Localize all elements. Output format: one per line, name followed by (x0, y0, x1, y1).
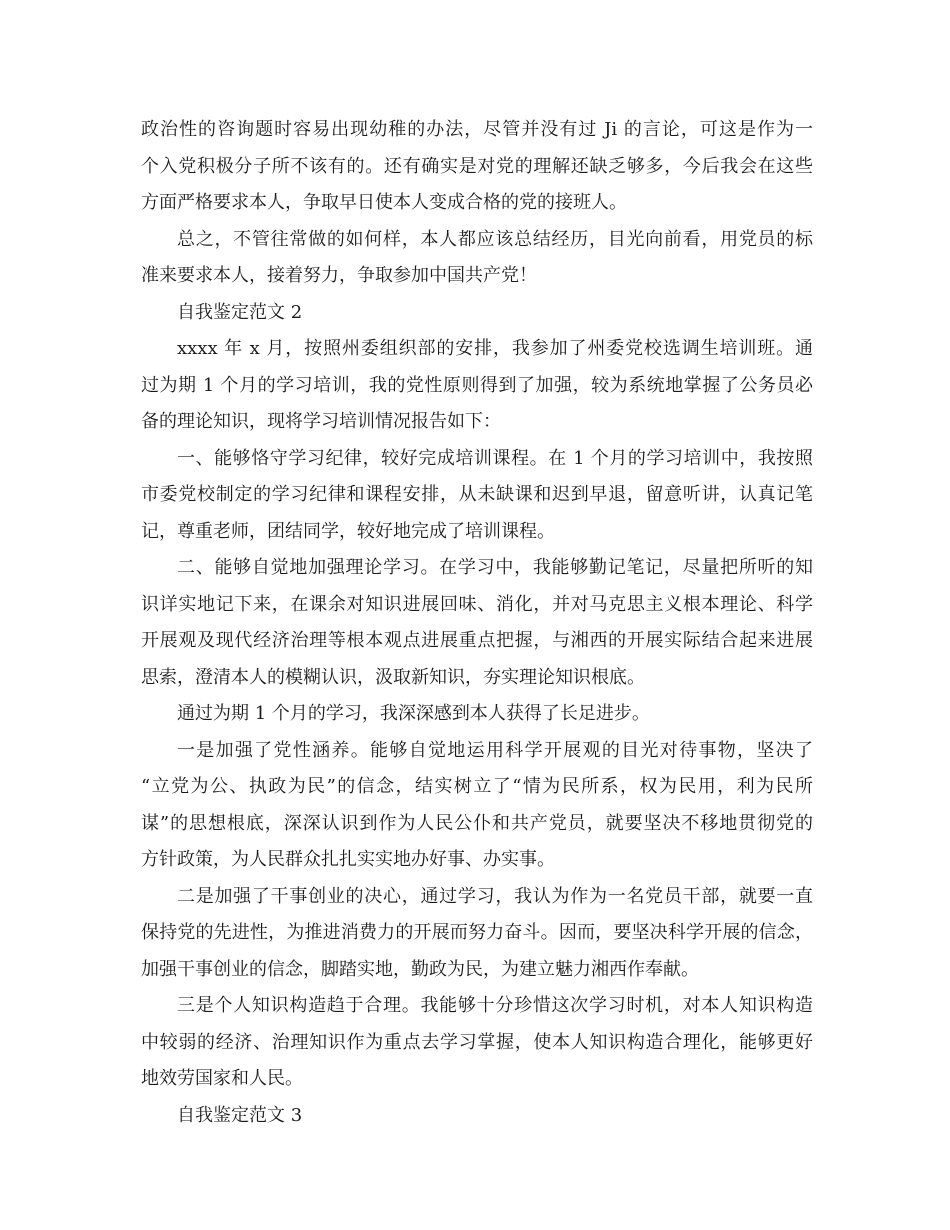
paragraph-2 (141, 222, 813, 295)
document-body (141, 112, 813, 1134)
text-line: 总之，不管往常做的如何样，本人都应该总结经历，目光向前看，用党员的标 (177, 228, 813, 250)
text-line: 加强干事创业的信念，脚踏实地，勤政为民，为建立魅力湘西作奉献。 (141, 958, 699, 980)
paragraph-3 (141, 331, 813, 441)
text-line: 识详实地记下来，在课余对知识进展回味、消化，并对马克思主义根本理论、科学 (141, 593, 813, 615)
paragraph-4 (141, 441, 813, 551)
text-line: 二是加强了干事创业的决心，通过学习，我认为作为一名党员干部，就要一直 (177, 885, 813, 907)
text-line: 过为期 1 个月的学习培训，我的党性原则得到了加强，较为系统地掌握了公务员必 (141, 374, 813, 396)
text-line: 开展观及现代经济治理等根本观点进展重点把握，与湘西的开展实际结合起来进展 (141, 630, 813, 651)
text-line: 中较弱的经济、治理知识作为重点去学习掌握，使本人知识构造合理化，能够更好 (141, 1031, 813, 1053)
text-line: 通过为期 1 个月的学习，我深深感到本人获得了长足进步。 (177, 703, 650, 724)
text-line: “立党为公、执政为民”的信念，结实树立了“情为民所系，权为民用，利为民所 (141, 776, 813, 797)
section-heading-2 (141, 295, 813, 332)
paragraph-8 (141, 879, 813, 989)
text-line: 一、能够恪守学习纪律，较好完成培训课程。在 1 个月的学习培训中，我按照 (177, 447, 813, 469)
text-line: 保持党的先进性，为推进消费力的开展而努力奋斗。因而，要坚决科学开展的信念， (141, 922, 813, 943)
paragraph-6 (141, 696, 813, 733)
text-line: xxxx 年 x 月，按照州委组织部的安排，我参加了州委党校选调生培训班。通 (177, 338, 813, 359)
text-line: 一是加强了党性涵养。能够自觉地运用科学开展观的目光对待事物，坚决了 (177, 739, 813, 761)
text-line: 个入党积极分子所不该有的。还有确实是对党的理解还缺乏够多，今后我会在这些 (141, 155, 813, 177)
section-heading-3 (141, 1098, 813, 1135)
text-line: 谋”的思想根底，深深认识到作为人民公仆和共产党员，就要坚决不移地贯彻党的 (141, 812, 813, 834)
text-line: 方面严格要求本人，争取早日使本人变成合格的党的接班人。 (141, 192, 627, 213)
text-line: 地效劳国家和人民。 (141, 1068, 303, 1089)
text-line: 方针政策，为人民群众扎扎实实地办好事、办实事。 (141, 849, 555, 870)
heading-line: 自我鉴定范文 2 (177, 301, 303, 323)
paragraph-9 (141, 988, 813, 1098)
paragraph-1 (141, 112, 813, 222)
text-line: 备的理论知识，现将学习培训情况报告如下： (141, 411, 501, 432)
text-line: 政治性的咨询题时容易出现幼稚的办法，尽管并没有过 Ji 的言论，可这是作为一 (141, 119, 813, 140)
heading-line: 自我鉴定范文 3 (177, 1104, 303, 1126)
text-line: 思索，澄清本人的模糊认识，汲取新知识，夯实理论知识根底。 (141, 666, 645, 688)
paragraph-7 (141, 733, 813, 879)
text-line: 三是个人知识构造趋于合理。我能够十分珍惜这次学习时机，对本人知识构造 (177, 995, 813, 1016)
text-line: 记，尊重老师，团结同学，较好地完成了培训课程。 (141, 520, 555, 542)
text-line: 准来要求本人，接着努力，争取参加中国共产党！ (141, 265, 537, 286)
text-line: 二、能够自觉地加强理论学习。在学习中，我能够勤记笔记，尽量把所听的知 (177, 557, 813, 578)
paragraph-5 (141, 550, 813, 696)
text-line: 市委党校制定的学习纪律和课程安排，从未缺课和迟到早退，留意听讲，认真记笔 (141, 484, 813, 505)
